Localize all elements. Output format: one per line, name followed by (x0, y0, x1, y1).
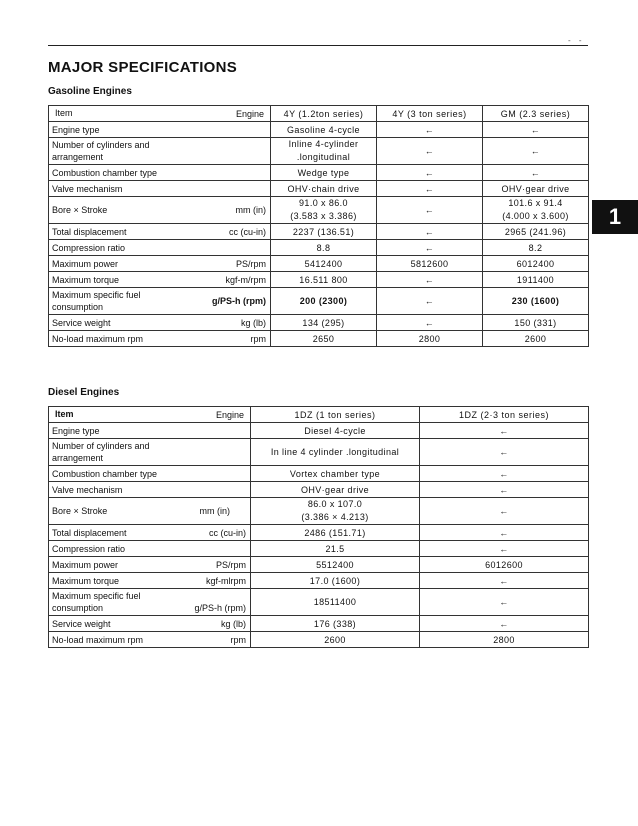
row-label-cell (49, 525, 251, 541)
cell-value: ← (420, 525, 589, 541)
cell-value (251, 439, 420, 466)
header-rule (48, 45, 588, 46)
cell-value: ← (420, 573, 589, 589)
row-label: Number of cylinders and arrangement (52, 140, 150, 162)
table-row (49, 439, 589, 466)
cell-value: 2237 (136.51) (271, 224, 377, 240)
row-label-cell (49, 589, 251, 616)
page-title: MAJOR SPECIFICATIONS (48, 59, 238, 76)
cell-text: (3.386 × 4.213) (301, 512, 369, 522)
cell-text: 101.6 x 91.4 (508, 198, 563, 208)
column-header: 1DZ (2·3 ton series) (420, 407, 589, 423)
cell-value: 5812600 (377, 256, 483, 272)
row-label: Maximum power (52, 559, 119, 570)
cell-value: ← (420, 498, 589, 525)
table-row (49, 632, 589, 648)
cell-value: 2600 (251, 632, 420, 648)
cell-value: ← (483, 122, 589, 138)
table-row (49, 224, 589, 240)
cell-value: 2486 (151.71) (251, 525, 420, 541)
cell-text: 91.0 x 86.0 (299, 198, 348, 208)
table-row (49, 315, 589, 331)
row-unit: cc (cu-in) (228, 226, 266, 237)
row-unit: PS/rpm (235, 258, 266, 269)
row-label: Number of cylinders and arrangement (52, 441, 150, 463)
cell-value: 2600 (483, 331, 589, 347)
cell-value: 2650 (271, 331, 377, 347)
cell-value: 2800 (420, 632, 589, 648)
cell-value: 17.0 (1600) (251, 573, 420, 589)
cell-value: 2965 (241.96) (483, 224, 589, 240)
row-label: Total displacement (52, 527, 127, 538)
cell-value: ← (377, 240, 483, 256)
cell-value: Gasoline 4-cycle (271, 122, 377, 138)
table-row (49, 466, 589, 482)
corner-engine-label: Engine (235, 109, 264, 119)
row-label-cell (49, 557, 251, 573)
cell-value: 2800 (377, 331, 483, 347)
corner-engine-label: Engine (215, 410, 244, 420)
row-label-cell (49, 315, 271, 331)
column-header: 4Y (3 ton series) (377, 106, 483, 122)
gasoline-header-row (49, 106, 589, 122)
cell-value: 1911400 (483, 272, 589, 288)
row-label-cell (49, 331, 271, 347)
cell-value: 176 (338) (251, 616, 420, 632)
table-row (49, 573, 589, 589)
row-unit: rpm (250, 333, 266, 344)
table-row (49, 525, 589, 541)
cell-value: ← (377, 197, 483, 224)
table-row (49, 138, 589, 165)
table-row (49, 616, 589, 632)
diesel-heading: Diesel Engines (48, 387, 120, 398)
row-label: Maximum specific fuel consumption (52, 591, 141, 613)
table-row (49, 197, 589, 224)
diesel-header-row (49, 407, 589, 423)
row-label-cell (49, 224, 271, 240)
table-row (49, 165, 589, 181)
cell-text: (4.000 x 3.600) (502, 211, 569, 221)
row-label: Bore × Stroke (52, 205, 108, 215)
cell-value (483, 197, 589, 224)
cell-value: Vortex chamber type (251, 466, 420, 482)
cell-value: ← (420, 466, 589, 482)
row-label-cell (49, 632, 251, 648)
corner-item-label: Item (55, 409, 74, 419)
table-row (49, 256, 589, 272)
row-unit: rpm (230, 634, 246, 645)
row-label: Combustion chamber type (49, 466, 251, 482)
row-label-cell (49, 616, 251, 632)
cell-value: Diesel 4-cycle (251, 423, 420, 439)
cell-value (251, 498, 420, 525)
cell-value: 8.2 (483, 240, 589, 256)
cell-value: 150 (331) (483, 315, 589, 331)
cell-value: ← (377, 224, 483, 240)
row-unit: cc (cu-in) (208, 527, 246, 538)
row-label: Service weight (52, 317, 111, 328)
cell-value: OHV·gear drive (483, 181, 589, 197)
cell-value: 6012400 (483, 256, 589, 272)
cell-value: ← (420, 541, 589, 557)
cell-value (271, 138, 377, 165)
cell-value: ← (377, 272, 483, 288)
table-row (49, 288, 589, 315)
row-label: Total displacement (52, 226, 127, 237)
table-row (49, 498, 589, 525)
row-label: Engine type (49, 423, 251, 439)
cell-value: 21.5 (251, 541, 420, 557)
corner-item-label: Item (55, 108, 73, 118)
row-label: Maximum torque (52, 274, 120, 285)
row-label: Maximum specific fuel consumption (52, 290, 141, 312)
cell-value: ← (377, 122, 483, 138)
table-row (49, 589, 589, 616)
cell-value: Wedge type (271, 165, 377, 181)
row-unit: kgf-m/rpm (225, 274, 266, 285)
row-unit: kgf-mlrpm (206, 575, 246, 586)
cell-value: ← (420, 482, 589, 498)
cell-value: OHV·chain drive (271, 181, 377, 197)
cell-value: 18511400 (251, 589, 420, 616)
cell-value: 5512400 (251, 557, 420, 573)
row-unit: g/PS-h (rpm) (212, 296, 266, 306)
row-unit: mm (in) (199, 506, 230, 516)
cell-value: ← (420, 423, 589, 439)
row-label-cell (49, 498, 251, 525)
row-label-cell (49, 256, 271, 272)
row-label-cell (49, 439, 251, 466)
cell-value: 8.8 (271, 240, 377, 256)
row-label: Engine type (49, 122, 271, 138)
row-label: No-load maximum rpm (52, 333, 144, 344)
row-label: Valve mechanism (49, 181, 271, 197)
diesel-corner-cell (49, 407, 251, 423)
cell-value: 134 (295) (271, 315, 377, 331)
row-unit: mm (in) (235, 205, 266, 215)
row-label-cell (49, 288, 271, 315)
row-label: Service weight (52, 618, 111, 629)
cell-value: 16.511 800 (271, 272, 377, 288)
cell-text: (3.583 x 3.386) (290, 211, 357, 221)
table-row (49, 557, 589, 573)
row-unit: g/PS-h (rpm) (194, 603, 246, 613)
cell-value: 200 (2300) (271, 288, 377, 315)
row-label: Maximum power (52, 258, 119, 269)
column-header: GM (2.3 series) (483, 106, 589, 122)
row-label-cell (49, 272, 271, 288)
row-label-cell (49, 138, 271, 165)
column-header: 1DZ (1 ton series) (251, 407, 420, 423)
table-row (49, 181, 589, 197)
row-label: Maximum torque (52, 575, 120, 586)
table-row (49, 272, 589, 288)
cell-text: 86.0 x 107.0 (307, 499, 363, 509)
cell-value: ← (483, 138, 589, 165)
row-label: Valve mechanism (49, 482, 251, 498)
cell-value: 230 (1600) (483, 288, 589, 315)
cell-value: ← (377, 165, 483, 181)
cell-value: OHV·gear drive (251, 482, 420, 498)
cell-value: 6012600 (420, 557, 589, 573)
cell-value: ← (420, 439, 589, 466)
diesel-spec-table (48, 406, 589, 648)
row-unit: kg (lb) (220, 618, 246, 629)
chapter-tab: 1 (592, 200, 638, 234)
row-label: Combustion chamber type (49, 165, 271, 181)
column-header: 4Y (1.2ton series) (271, 106, 377, 122)
cell-value (271, 197, 377, 224)
table-row (49, 423, 589, 439)
table-row (49, 331, 589, 347)
cell-text: In line 4 cylinder .longitudinal (270, 446, 400, 457)
table-row (49, 240, 589, 256)
gasoline-spec-table (48, 105, 589, 347)
cell-value: ← (420, 589, 589, 616)
cell-value: ← (377, 181, 483, 197)
table-row (49, 541, 589, 557)
cell-value: 5412400 (271, 256, 377, 272)
cell-text: Inline 4-cylinder .longitudinal (288, 139, 359, 162)
cell-value: ← (483, 165, 589, 181)
row-label-cell (49, 197, 271, 224)
cell-value: ← (420, 616, 589, 632)
row-label-cell (49, 573, 251, 589)
cell-value: ← (377, 138, 483, 165)
row-unit: PS/rpm (215, 559, 246, 570)
gasoline-heading: Gasoline Engines (48, 86, 132, 97)
row-unit: kg (lb) (240, 317, 266, 328)
cell-value: ← (377, 288, 483, 315)
row-label: Compression ratio (49, 541, 251, 557)
cell-value: ← (377, 315, 483, 331)
row-label: Bore × Stroke (52, 506, 108, 516)
row-label: No-load maximum rpm (52, 634, 144, 645)
row-label: Compression ratio (49, 240, 271, 256)
table-row (49, 482, 589, 498)
table-row (49, 122, 589, 138)
page-mark: - - (568, 36, 585, 45)
gasoline-corner-cell (49, 106, 271, 122)
